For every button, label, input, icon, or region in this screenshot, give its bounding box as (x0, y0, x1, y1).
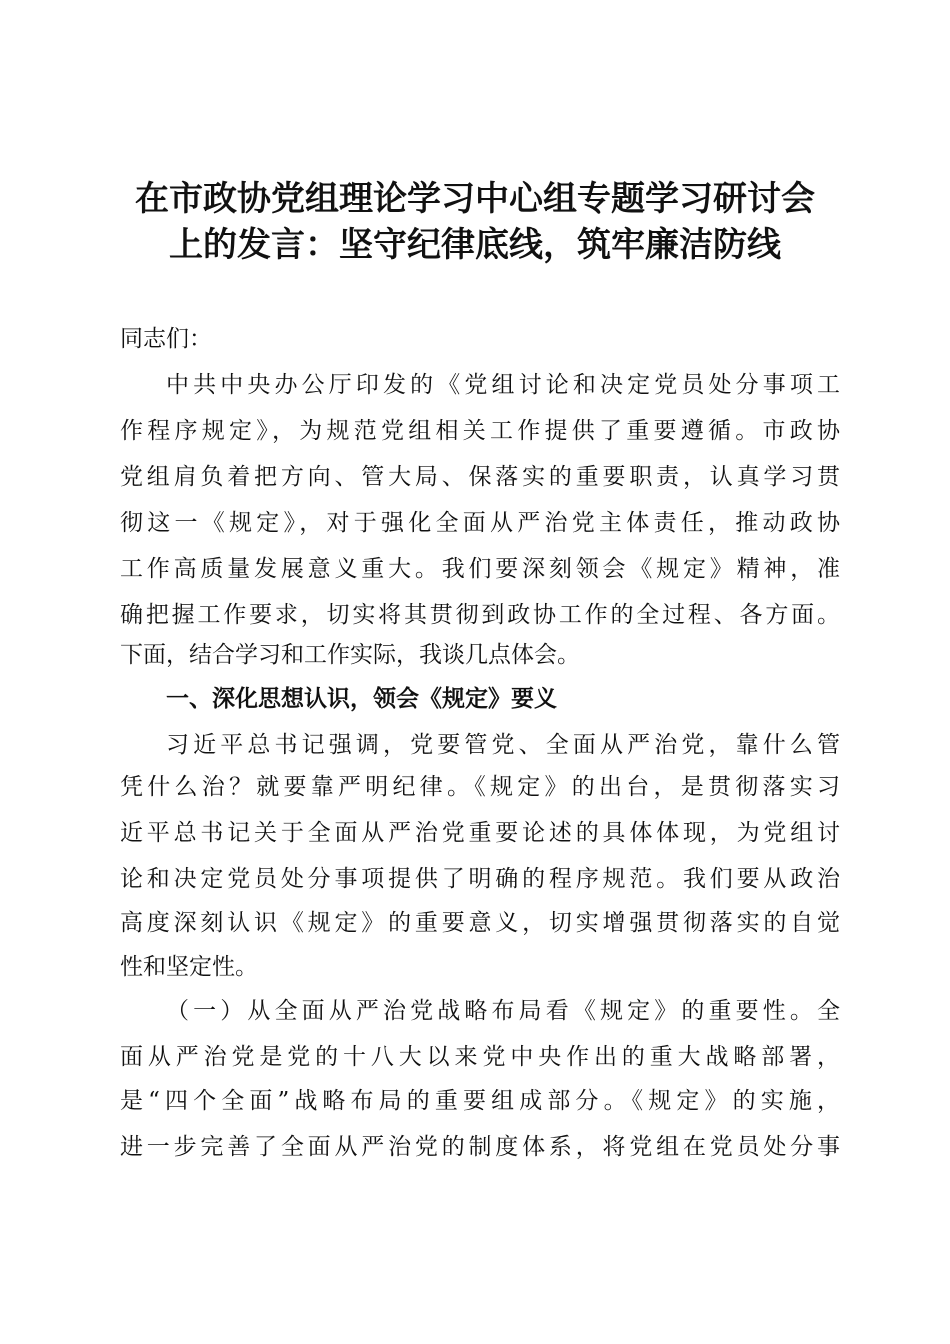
paragraph-line: 近平总书记关于全面从严治党重要论述的具体体现，为党组讨 (120, 820, 840, 846)
section-heading: 一、深化思想认识，领会《规定》要义 (166, 686, 557, 712)
salutation: 同志们： (120, 326, 212, 352)
document-title (100, 176, 850, 268)
paragraph-line: 高度深刻认识《规定》的重要意义，切实增强贯彻落实的自觉 (120, 910, 840, 936)
paragraph-line: 作程序规定》，为规范党组相关工作提供了重要遵循。市政协 (120, 418, 840, 444)
paragraph-line: 习近平总书记强调，党要管党、全面从严治党，靠什么管 (166, 732, 840, 758)
paragraph-line: 党组肩负着把方向、管大局、保落实的重要职责，认真学习贯 (120, 464, 840, 490)
paragraph-line: 论和决定党员处分事项提供了明确的程序规范。我们要从政治 (120, 866, 840, 892)
paragraph-line: 凭什么治？就要靠严明纪律。《规定》的出台，是贯彻落实习 (120, 774, 840, 800)
paragraph-line: 下面，结合学习和工作实际，我谈几点体会。 (120, 642, 580, 668)
paragraph-line: 工作高质量发展意义重大。我们要深刻领会《规定》精神，准 (120, 556, 840, 582)
paragraph-line: 进一步完善了全面从严治党的制度体系，将党组在党员处分事 (120, 1134, 840, 1160)
paragraph-line: 确把握工作要求，切实将其贯彻到政协工作的全过程、各方面。 (120, 602, 840, 628)
title-line-2: 上的发言：坚守纪律底线，筑牢廉洁防线 (169, 225, 781, 265)
paragraph-line: 性和坚定性。 (120, 954, 258, 980)
subsection-lead-line: （一）从全面从严治党战略布局看《规定》的重要性。全 (166, 998, 840, 1024)
paragraph-line: 是“四个全面”战略布局的重要组成部分。《规定》的实施， (120, 1088, 840, 1114)
paragraph-line: 面从严治党是党的十八大以来党中央作出的重大战略部署， (120, 1044, 840, 1070)
paragraph-line: 彻这一《规定》，对于强化全面从严治党主体责任，推动政协 (120, 510, 840, 536)
paragraph-line: 中共中央办公厅印发的《党组讨论和决定党员处分事项工 (166, 372, 840, 398)
title-line-1: 在市政协党组理论学习中心组专题学习研讨会 (135, 179, 815, 219)
